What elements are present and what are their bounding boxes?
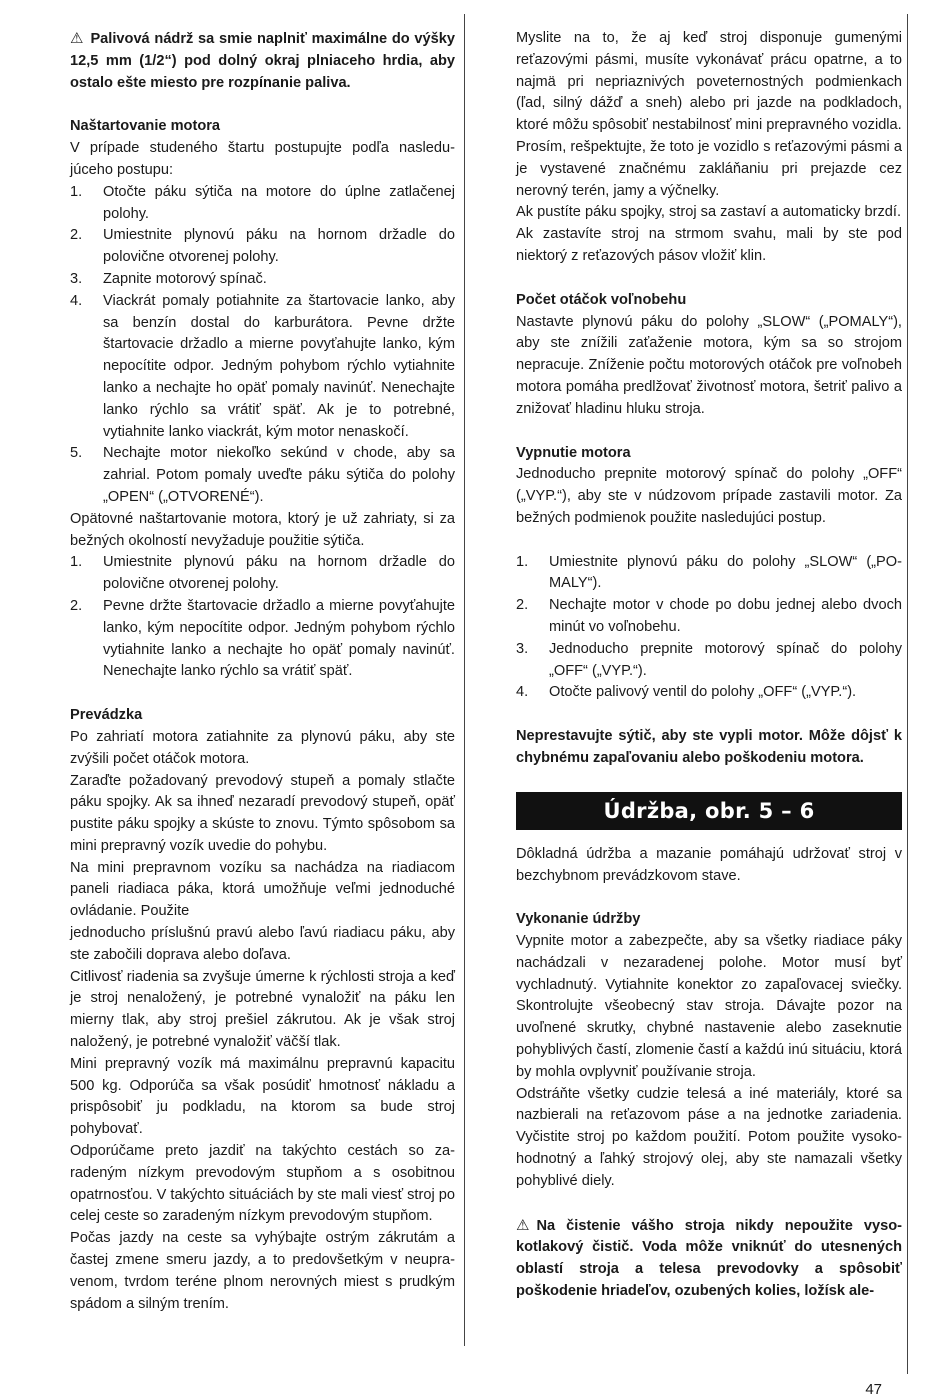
column-divider (464, 14, 465, 1346)
warm-start-intro: Opätovné naštartovanie motora, ktorý je už zahriaty, si za bežných okolností nevyžaduje použitie sýtiča. (70, 510, 455, 549)
left-column (70, 28, 455, 1315)
perform-maintenance-heading: Vykonanie údržby (516, 911, 641, 928)
paragraph: Ak pustíte páku spojky, stroj sa zastaví a automaticky brzdí. (516, 204, 902, 221)
maintenance-intro: Dôkladná údržba a mazanie pomáhajú udržovať stroj v bezchybnom prevádzkovom stave. (516, 845, 902, 884)
stop-steps (516, 552, 902, 705)
maintenance-section-banner: Údržba, obr. 5 – 6 (516, 792, 902, 830)
choke-warning: Neprestavujte sýtič, aby ste vypli motor. Môže dôjsť k chybnému zapaľovaniu alebo poškodeniu motora. (516, 728, 902, 766)
cleaning-warning: ⚠ Na čistenie vášho stroja nikdy nepoužite vysokotlakový čistič. Voda môže vniknúť do utesnených oblastí stroja a telesa prevodovky a spôsobiť poškodenie hriadeľov, ozubených kolies, ložísk ale- (516, 1216, 902, 1300)
paragraph: Ak zastavíte stroj na strmom svahu, mali by ste pod niektorý z reťazových pásov vložiť klin. (516, 226, 902, 264)
list-item: 5. Nechajte motor niekoľko sekúnd v chode, aby sa zahrial. Potom pomaly uveďte páku sýtiča do polohy „OPEN“ („OTVORENÉ“). (70, 445, 455, 505)
right-margin-line (907, 14, 908, 1374)
paragraph: Citlivosť riadenia sa zvyšuje úmerne k rýchlosti stroja a keď je stroj nenaložený, je potrebné vynaložiť na páku len mierny tlak, aby stroj prešiel zákrutou. Ak je však stroj naložený, je potrebné vynaložiť väčší tlak. (70, 968, 455, 1051)
list-item: 4. Otočte palivový ventil do polohy „OFF“ („VYP.“). (516, 684, 857, 701)
paragraph: Vypnite motor a zabezpečte, aby sa všetky riadiace páky nachádzali v nezaradenej polohe. Motor musí byť vychladnutý. Vytiahnite konektor zo zapaľovacej sviečky. Skontrolujte všeobecný stav stroja. Dávajte pozor na uvoľnené skrutky, chybné nastavenie alebo zaseknutie pohyblivých častí, zlomenie častí a každú inú situáciu, ktorá by mohla ovplyvniť používanie stroja. (516, 933, 902, 1080)
paragraph: Prosím, rešpektujte, že toto je vozidlo s reťazovými pásmi a je vystavené značnému zakláňaniu pri prejazde cez nerovný terén, jamy a výčnelky. (516, 138, 902, 199)
warm-start-steps (70, 552, 455, 683)
list-item: 4. Viackrát pomaly potiahnite za štartovacie lanko, aby sa benzín dostal do karburátora. Pevne držte štartovacie držadlo a mierne povyťahujte lanko, kým nepocítite odpor. Jedným pohybom rýchlo vytiahnite lanko a nechajte ho opäť pomaly navinúť. Nenechajte lanko rýchlo sa vrátiť späť. Ak je to potrebné, vytiahnite lanko viackrát, kým motor nenaskočí. (70, 292, 455, 440)
cold-start-steps (70, 182, 455, 509)
page-number: 47 (865, 1381, 882, 1398)
stop-heading: Vypnutie motora (516, 444, 631, 461)
paragraph: Odporúčame preto jazdiť na takýchto cestách so zaradeným nízkym prevodovým stupňom a s osobitnou opatrnosťou. V takýchto situáciách by ste mali viesť stroj po celej ceste so zaradeným nízkym prevodovým stupňom. (70, 1143, 455, 1225)
idle-heading: Počet otáčok voľnobehu (516, 291, 687, 308)
paragraph: Počas jazdy na ceste sa vyhýbajte ostrým zákrutám a častej zmene smeru jazdy, a to predovšetkým v neupravenom, tvrdom teréne plnom nerovných miest s prudkým spádom a silným trením. (70, 1230, 455, 1312)
paragraph: Myslite na to, že aj keď stroj disponuje gumenými reťazovými pásmi, musíte vykonávať prácu opatrne, a to najmä pri nepriaznivých poveternostných podmienkach (ľad, silný dážď a sneh) alebo pri jazde na podkladoch, ktoré môžu spôsobiť nestabilnosť mini prepravného vozidla. (516, 30, 902, 134)
list-item: 3. Zapnite motorový spínač. (70, 270, 267, 287)
operation-heading: Prevádzka (70, 707, 143, 724)
paragraph: Zaraďte požadovaný prevodový stupeň a pomaly stlačte páku spojky. Ak sa ihneď nezaradí prevodový stupeň, opäť pustite páku spojky a skúste to znovu. Týmto spôsobom sa mini prepravný vozík uvedie do pohybu. (70, 772, 455, 854)
paragraph: Mini prepravný vozík má maximálnu prepravnú kapacitu 500 kg. Odporúča sa však posúdiť hmotnosť nákladu a prispôsobiť ju podkladu, na ktorom sa bude stroj pohybovať. (70, 1055, 455, 1138)
list-item: 2. Pevne držte štartovacie držadlo a mierne povyťahujte lanko, kým nepocítite odpor. Jedným pohybom rýchlo vytiahnite lanko a nechajte ho opäť pomaly navinúť. Nenechajte lanko rýchlo sa vrátiť späť. (70, 597, 455, 680)
start-heading: Naštartovanie motora (70, 118, 221, 135)
paragraph: jednoducho príslušnú pravú alebo ľavú riadiacu páku, aby ste zabočili doprava alebo doľava. (70, 925, 455, 963)
stop-text: Jednoducho prepnite motorový spínač do polohy „OFF“ („VYP.“), aby ste v núdzovom prípade zastavili motor. Za bežných podmienok použite nasledujúci postup. (516, 466, 902, 526)
list-item: 1. Umiestnite plynovú páku na hornom držadle do polovične otvorenej polohy. (70, 554, 455, 593)
list-item: 2. Nechajte motor v chode po dobu jednej alebo dvoch minút vo voľnobehu. (516, 597, 902, 635)
idle-text: Nastavte plynovú páku do polohy „SLOW“ („POMALY“), aby ste znížili zaťaženie motora, kým sa so strojom nepracuje. Zníženie počtu motorových otáčok pre voľnobeh motora pomáha predlžovať životnosť motora, šetriť palivo a znižovať hladinu hluku stroja. (516, 313, 902, 417)
right-column (516, 28, 902, 1303)
warning-triangle-icon: ⚠ (70, 30, 84, 47)
list-item: 1. Umiestnite plynovú páku do polohy „SLOW“ („POMALY“). (516, 553, 902, 592)
list-item: 1. Otočte páku sýtiča na motore do úplne zatlačenej polohy. (70, 183, 455, 222)
warning-triangle-icon: ⚠ (516, 1216, 530, 1234)
paragraph: Po zahriatí motora zatiahnite za plynovú páku, aby ste zvýšili počet otáčok motora. (70, 728, 455, 767)
paragraph: Na mini prepravnom vozíku sa nachádza na riadiacom paneli riadiaca páka, ktorá umožňuje veľmi jednoduché ovládanie. Použite (70, 859, 455, 920)
start-intro: V prípade studeného štartu postupujte podľa nasledujúceho postupu: (70, 140, 455, 178)
list-item: 3. Jednoducho prepnite motorový spínač do polohy „OFF“ („VYP.“). (516, 640, 902, 679)
paragraph: Odstráňte všetky cudzie telesá a iné materiály, ktoré sa nazbierali na reťazovom páse a na jednotke zariadenia. Vyčistite stroj po každom použití. Potom použite vysokohodnotný a ľahký strojový olej, aby ste namazali všetky pohyblivé diely. (516, 1085, 902, 1189)
fuel-warning: ⚠ Palivová nádrž sa smie naplniť maximálne do výšky 12,5 mm (1/2“) pod dolný okraj plniaceho hrdia, aby ostalo ešte miesto pre rozpínanie paliva. (70, 30, 455, 91)
list-item: 2. Umiestnite plynovú páku na hornom držadle do polovične otvorenej polohy. (70, 227, 455, 266)
